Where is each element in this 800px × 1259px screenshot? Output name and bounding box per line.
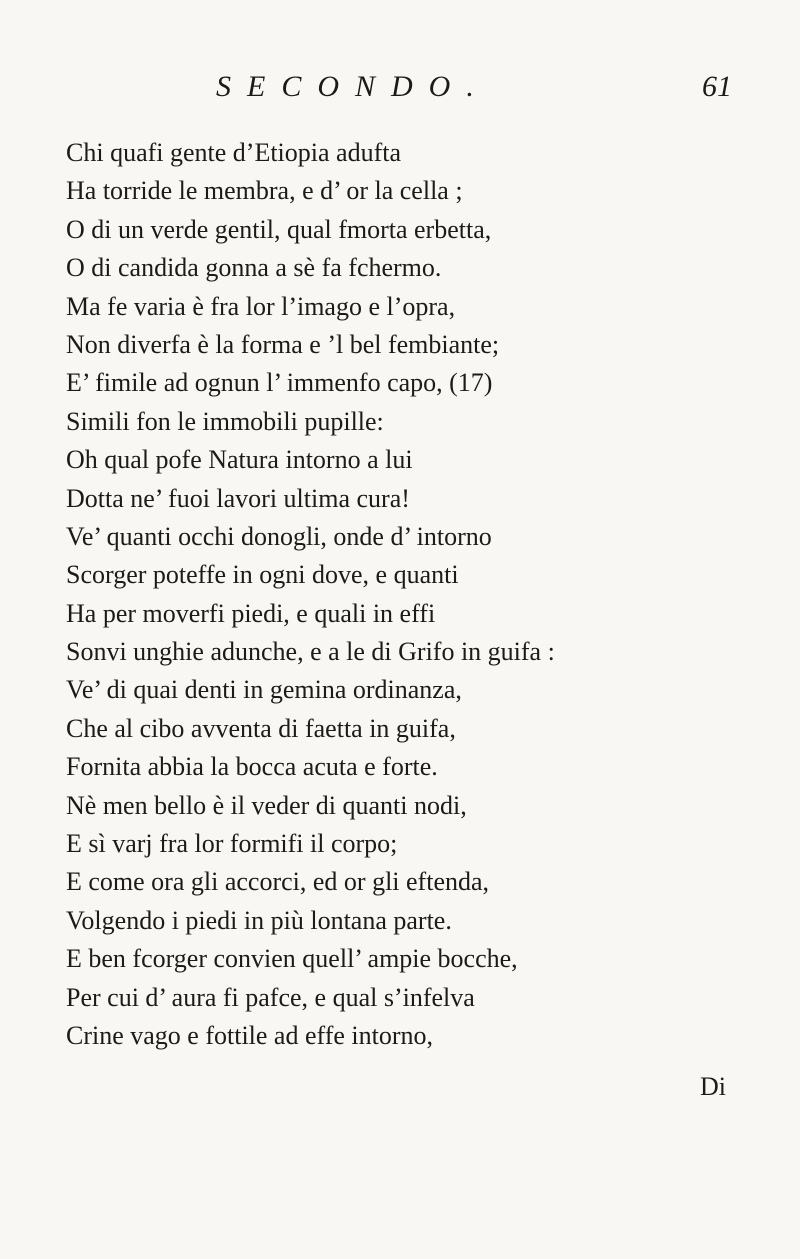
catchword: Di [700,1072,726,1101]
verse-line: Simili fon le immobili pupille: [66,406,384,436]
page-number: 61 [702,70,732,103]
running-title: SECONDO. [216,70,490,103]
verse-line: E sì varj fra lor formifi il corpo; [66,829,398,859]
verse-line: Scorger poteffe in ogni dove, e quanti [66,560,459,590]
verse-line: Ve’ di quai denti in gemina ordinanza, [66,675,462,705]
verse-line: Ve’ quanti occhi donogli, onde d’ intorno [66,521,492,551]
verse-line: Dotta ne’ fuoi lavori ultima cura! [66,483,410,513]
verse-block [66,134,786,1055]
verse-line: O di un verde gentil, qual fmorta erbetta, [66,214,492,244]
verse-line: Ma fe varia è fra lor l’imago e l’opra, [66,291,456,321]
verse-line: Non diverfa è la forma e ’l bel fembiante; [66,329,500,359]
verse-line: E come ora gli accorci, ed or gli eftenda, [66,867,490,897]
verse-line: Oh qual pofe Natura intorno a lui [66,445,413,475]
verse-line: Per cui d’ aura fi pafce, e qual s’infelva [66,982,475,1012]
verse-line: Nè men bello è il veder di quanti nodi, [66,790,467,820]
verse-line: Sonvi unghie adunche, e a le di Grifo in guifa : [66,637,555,667]
verse-line: Fornita abbia la bocca acuta e forte. [66,752,438,782]
verse-line: Che al cibo avventa di faetta in guifa, [66,713,456,743]
verse-line: Crine vago e fottile ad effe intorno, [66,1020,434,1050]
verse-line: Ha per moverfi piedi, e quali in effi [66,598,436,628]
verse-line: E ben fcorger convien quell’ ampie bocche, [66,944,518,974]
verse-line: E’ fimile ad ognun l’ immenfo capo, (17) [66,368,493,398]
verse-line: Chi quafi gente d’Etiopia adufta [66,138,402,167]
verse-line: Volgendo i piedi in più lontana parte. [66,905,452,935]
verse-line: O di candida gonna a sè fa fchermo. [66,253,442,283]
verse-line: Ha torride le membra, e d’ or la cella ; [66,176,463,206]
